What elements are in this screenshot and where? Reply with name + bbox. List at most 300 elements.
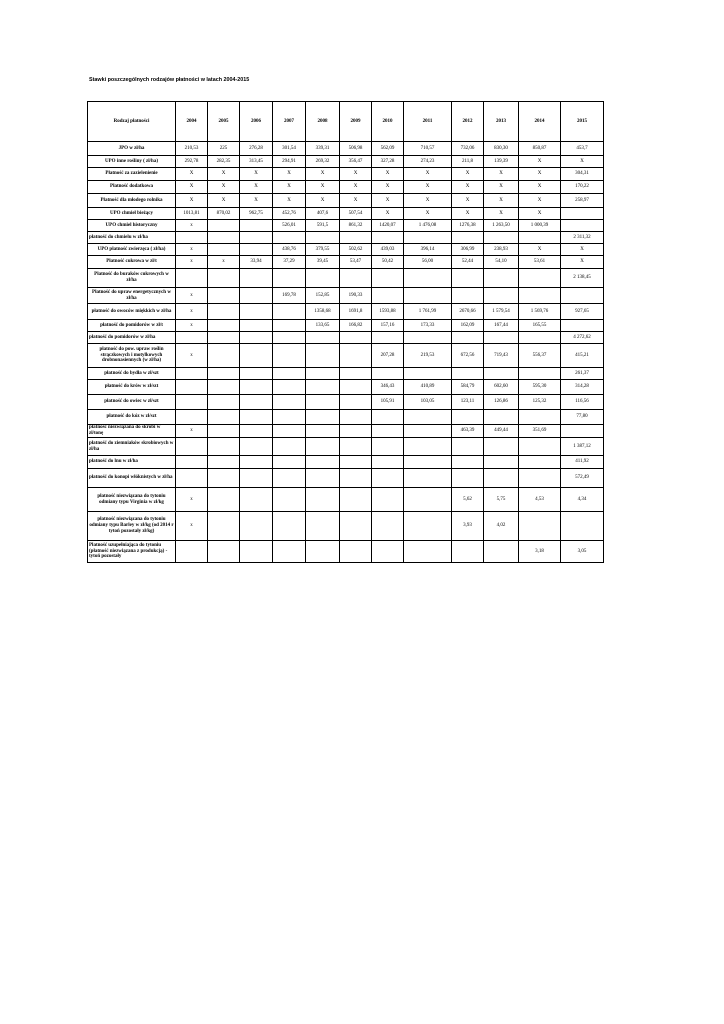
- table-cell: X: [208, 181, 240, 194]
- table-cell: [176, 232, 208, 244]
- table-cell: 238,93: [484, 244, 519, 256]
- table-cell: [519, 456, 561, 469]
- table-cell: [452, 368, 484, 380]
- table-cell: [208, 320, 240, 332]
- table-cell: X: [484, 194, 519, 208]
- table-cell: 133,65: [306, 320, 340, 332]
- table-cell: [306, 438, 340, 456]
- table-cell: [519, 332, 561, 344]
- table-cell: X: [340, 168, 372, 181]
- table-cell: [240, 244, 273, 256]
- table-cell: [240, 469, 273, 488]
- table-cell: 830,30: [484, 142, 519, 156]
- table-cell: x: [176, 304, 208, 320]
- table-cell: [273, 410, 306, 425]
- table-cell: [240, 288, 273, 304]
- table-header-row: [88, 102, 604, 142]
- table-cell: 77,80: [561, 410, 604, 425]
- table-cell: [176, 469, 208, 488]
- table-cell: [273, 269, 306, 288]
- table-cell: 2 138,45: [561, 269, 604, 288]
- table-cell: [306, 269, 340, 288]
- table-cell: [561, 512, 604, 541]
- table-cell: [208, 332, 240, 344]
- table-cell: 3,93: [452, 512, 484, 541]
- table-row: [88, 512, 604, 541]
- table-cell: 962,75: [240, 208, 273, 220]
- table-cell: X: [208, 194, 240, 208]
- table-cell: 507,54: [340, 208, 372, 220]
- table-cell: [519, 288, 561, 304]
- table-row: [88, 168, 604, 181]
- table-row: [88, 244, 604, 256]
- row-label: UPO płatność zwierzęca ( zł/ha): [88, 244, 176, 256]
- table-cell: [306, 232, 340, 244]
- table-cell: [484, 541, 519, 563]
- table-cell: X: [340, 194, 372, 208]
- table-cell: [404, 232, 452, 244]
- table-cell: [372, 541, 404, 563]
- table-cell: 1358,68: [306, 304, 340, 320]
- row-label: płatność do lnu w zł/ha: [88, 456, 176, 469]
- table-cell: [240, 541, 273, 563]
- table-cell: 1420,07: [372, 220, 404, 232]
- table-cell: X: [519, 194, 561, 208]
- table-cell: X: [484, 208, 519, 220]
- table-cell: [240, 512, 273, 541]
- row-label: płatność do krów w zł/szt: [88, 380, 176, 395]
- table-cell: 1691,8: [340, 304, 372, 320]
- table-cell: X: [452, 194, 484, 208]
- table-cell: [273, 380, 306, 395]
- table-cell: 269,32: [306, 156, 340, 168]
- table-cell: X: [273, 181, 306, 194]
- table-cell: [561, 220, 604, 232]
- row-label: Płatność dla młodego rolnika: [88, 194, 176, 208]
- table-cell: [372, 232, 404, 244]
- table-cell: [372, 425, 404, 438]
- table-cell: 452,76: [273, 208, 306, 220]
- table-row: [88, 269, 604, 288]
- table-cell: 1 579,54: [484, 304, 519, 320]
- table-cell: [306, 425, 340, 438]
- table-cell: [484, 288, 519, 304]
- payment-rates-table: [87, 101, 604, 563]
- table-cell: 190,33: [340, 288, 372, 304]
- table-row: [88, 232, 604, 244]
- table-cell: [484, 232, 519, 244]
- table-cell: [340, 438, 372, 456]
- table-cell: [306, 332, 340, 344]
- table-cell: 672,56: [452, 344, 484, 368]
- table-cell: [273, 232, 306, 244]
- table-cell: [372, 368, 404, 380]
- table-body: [88, 142, 604, 563]
- table-cell: [306, 344, 340, 368]
- table-row: [88, 395, 604, 410]
- table-row: [88, 344, 604, 368]
- table-cell: 56,00: [404, 256, 452, 269]
- row-label: płatność do konopi włóknistych w zł/ha: [88, 469, 176, 488]
- table-cell: 274,23: [404, 156, 452, 168]
- table-cell: [306, 469, 340, 488]
- table-cell: x: [176, 288, 208, 304]
- table-cell: X: [240, 194, 273, 208]
- table-cell: 294,91: [273, 156, 306, 168]
- table-cell: 123,11: [452, 395, 484, 410]
- table-cell: [404, 288, 452, 304]
- table-cell: [306, 380, 340, 395]
- table-cell: 1276,38: [452, 220, 484, 232]
- table-cell: X: [340, 181, 372, 194]
- table-cell: 103,05: [404, 395, 452, 410]
- table-cell: [240, 304, 273, 320]
- table-cell: [208, 410, 240, 425]
- row-label: płatność do chmielu w zł/ha: [88, 232, 176, 244]
- table-cell: X: [306, 181, 340, 194]
- table-cell: [208, 244, 240, 256]
- table-cell: 861,32: [340, 220, 372, 232]
- table-cell: 506,98: [340, 142, 372, 156]
- table-cell: [240, 410, 273, 425]
- table-cell: x: [176, 320, 208, 332]
- table-cell: [519, 232, 561, 244]
- table-cell: x: [176, 488, 208, 512]
- table-cell: X: [372, 168, 404, 181]
- table-cell: 572,49: [561, 469, 604, 488]
- table-cell: X: [519, 181, 561, 194]
- table-cell: [452, 456, 484, 469]
- table-cell: [273, 395, 306, 410]
- table-row: [88, 256, 604, 269]
- table-cell: [340, 456, 372, 469]
- table-cell: [273, 332, 306, 344]
- table-cell: 126,86: [484, 395, 519, 410]
- table-cell: [519, 512, 561, 541]
- table-cell: 5,62: [452, 488, 484, 512]
- column-header: 2005: [208, 102, 240, 142]
- table-cell: [176, 541, 208, 563]
- table-cell: [176, 269, 208, 288]
- table-cell: [372, 410, 404, 425]
- table-cell: 595,30: [519, 380, 561, 395]
- table-cell: x: [176, 220, 208, 232]
- table-cell: [176, 380, 208, 395]
- table-cell: 1 569,76: [519, 304, 561, 320]
- table-cell: X: [273, 168, 306, 181]
- row-label: płatność do owoców miękkich w zł/ha: [88, 304, 176, 320]
- row-label: UPO inne rośliny ( zł/ha): [88, 156, 176, 168]
- table-cell: 396,14: [404, 244, 452, 256]
- table-cell: 139,39: [484, 156, 519, 168]
- table-cell: [519, 438, 561, 456]
- table-cell: [404, 541, 452, 563]
- table-cell: [273, 320, 306, 332]
- table-cell: 719,43: [484, 344, 519, 368]
- table-cell: [404, 332, 452, 344]
- table-cell: [273, 438, 306, 456]
- table-cell: [519, 269, 561, 288]
- table-cell: 306,99: [452, 244, 484, 256]
- table-cell: 304,31: [561, 168, 604, 181]
- table-cell: [404, 512, 452, 541]
- table-cell: 3,05: [561, 541, 604, 563]
- table-cell: X: [176, 168, 208, 181]
- table-cell: 173,33: [404, 320, 452, 332]
- table-cell: [484, 469, 519, 488]
- row-label: Płatność uzupełniająca do tytoniu (płatność niezwiązana z produkcją) - tytoń pozostały: [88, 541, 176, 563]
- table-cell: [240, 269, 273, 288]
- table-cell: [208, 438, 240, 456]
- table-cell: 292,78: [176, 156, 208, 168]
- row-label: płatność do owiec w zł/szt: [88, 395, 176, 410]
- table-cell: [208, 541, 240, 563]
- table-row: [88, 438, 604, 456]
- table-cell: [404, 425, 452, 438]
- table-cell: [372, 488, 404, 512]
- column-header: 2011: [404, 102, 452, 142]
- table-row: [88, 288, 604, 304]
- table-cell: [340, 395, 372, 410]
- table-cell: [519, 469, 561, 488]
- table-cell: 1 476,08: [404, 220, 452, 232]
- table-cell: [208, 220, 240, 232]
- table-cell: [306, 456, 340, 469]
- table-cell: [404, 438, 452, 456]
- table-cell: X: [484, 168, 519, 181]
- table-cell: [273, 541, 306, 563]
- table-cell: 591,5: [306, 220, 340, 232]
- table-cell: [176, 456, 208, 469]
- row-label: płatność niezwiązana do tytoniu odmiany typu Virginia w zł/kg: [88, 488, 176, 512]
- table-cell: 2 311,32: [561, 232, 604, 244]
- table-cell: [208, 368, 240, 380]
- table-row: [88, 541, 604, 563]
- table-row: [88, 208, 604, 220]
- table-cell: 37,29: [273, 256, 306, 269]
- table-cell: [519, 410, 561, 425]
- table-cell: [208, 469, 240, 488]
- table-cell: [240, 456, 273, 469]
- table-cell: [340, 232, 372, 244]
- row-label: Płatność dodatkowa: [88, 181, 176, 194]
- table-cell: [240, 425, 273, 438]
- table-cell: [452, 269, 484, 288]
- row-label: UPO chmiel bieżący: [88, 208, 176, 220]
- table-cell: 301,54: [273, 142, 306, 156]
- table-cell: [340, 344, 372, 368]
- table-cell: x: [176, 244, 208, 256]
- table-cell: 210,53: [176, 142, 208, 156]
- table-cell: 2670,66: [452, 304, 484, 320]
- table-cell: [273, 368, 306, 380]
- table-cell: x: [176, 425, 208, 438]
- table-cell: [484, 368, 519, 380]
- column-header: 2013: [484, 102, 519, 142]
- table-cell: 556,37: [519, 344, 561, 368]
- table-cell: [176, 332, 208, 344]
- table-cell: 54,10: [484, 256, 519, 269]
- table-cell: X: [519, 168, 561, 181]
- table-cell: 327,28: [372, 156, 404, 168]
- table-cell: 356,47: [340, 156, 372, 168]
- column-header: 2009: [340, 102, 372, 142]
- table-cell: 415,21: [561, 344, 604, 368]
- table-cell: [240, 220, 273, 232]
- table-cell: [208, 512, 240, 541]
- table-cell: x: [176, 256, 208, 269]
- table-cell: X: [452, 181, 484, 194]
- table-cell: [452, 469, 484, 488]
- table-cell: [340, 469, 372, 488]
- table-cell: 165,55: [519, 320, 561, 332]
- row-label: Płatność za zazielenienie: [88, 168, 176, 181]
- row-label: płatność do pomidorów w zł/t: [88, 320, 176, 332]
- table-cell: X: [176, 181, 208, 194]
- column-header: 2010: [372, 102, 404, 142]
- table-cell: [273, 344, 306, 368]
- table-cell: [176, 410, 208, 425]
- table-cell: 339,31: [306, 142, 340, 156]
- table-cell: 282,35: [208, 156, 240, 168]
- table-cell: 50,42: [372, 256, 404, 269]
- table-cell: 732,06: [452, 142, 484, 156]
- table-cell: [273, 304, 306, 320]
- table-cell: 219,53: [404, 344, 452, 368]
- table-cell: [240, 332, 273, 344]
- table-cell: [404, 269, 452, 288]
- table-cell: 167,44: [484, 320, 519, 332]
- table-cell: [340, 410, 372, 425]
- table-cell: X: [452, 168, 484, 181]
- table-cell: [273, 425, 306, 438]
- table-cell: X: [372, 194, 404, 208]
- table-cell: 116,56: [561, 395, 604, 410]
- table-cell: X: [561, 256, 604, 269]
- table-cell: [404, 410, 452, 425]
- table-cell: X: [306, 194, 340, 208]
- table-cell: [208, 488, 240, 512]
- row-label: Płatność cukrowa w zł/t: [88, 256, 176, 269]
- table-cell: [452, 288, 484, 304]
- table-row: [88, 425, 604, 438]
- row-label: płatność do pomidorów w zł/ha: [88, 332, 176, 344]
- table-row: [88, 469, 604, 488]
- table-cell: 602,60: [484, 380, 519, 395]
- table-cell: [306, 368, 340, 380]
- table-cell: x: [208, 256, 240, 269]
- table-cell: [306, 541, 340, 563]
- table-cell: 125,32: [519, 395, 561, 410]
- table-cell: X: [273, 194, 306, 208]
- table-cell: [208, 232, 240, 244]
- table-cell: 207,28: [372, 344, 404, 368]
- table-cell: [208, 380, 240, 395]
- column-header: Rodzaj płatności: [88, 102, 176, 142]
- table-cell: 276,28: [240, 142, 273, 156]
- table-cell: [208, 344, 240, 368]
- table-cell: 1 263,50: [484, 220, 519, 232]
- table-cell: [340, 541, 372, 563]
- table-cell: [404, 469, 452, 488]
- table-cell: [452, 541, 484, 563]
- table-cell: 407,6: [306, 208, 340, 220]
- row-label: płatność do ziemniaków skrobiowych w zł/ha: [88, 438, 176, 456]
- table-cell: 105,91: [372, 395, 404, 410]
- table-cell: 211,8: [452, 156, 484, 168]
- table-cell: 4,53: [519, 488, 561, 512]
- table-cell: [240, 488, 273, 512]
- row-label: Płatność do upraw energetycznych w zł/ha: [88, 288, 176, 304]
- table-cell: X: [561, 244, 604, 256]
- table-row: [88, 488, 604, 512]
- row-label: Płatność do buraków cukrowych w zł/ha: [88, 269, 176, 288]
- table-cell: 225: [208, 142, 240, 156]
- table-cell: 453,7: [561, 142, 604, 156]
- row-label: UPO chmiel historyczny: [88, 220, 176, 232]
- table-cell: [340, 488, 372, 512]
- table-row: [88, 156, 604, 168]
- column-header: 2012: [452, 102, 484, 142]
- table-cell: [484, 438, 519, 456]
- table-cell: 870,02: [208, 208, 240, 220]
- table-cell: 439,03: [372, 244, 404, 256]
- table-cell: [452, 232, 484, 244]
- table-cell: [404, 368, 452, 380]
- table-cell: 463,39: [452, 425, 484, 438]
- table-cell: X: [372, 208, 404, 220]
- document-title: Stawki poszczególnych rodzajów płatności w latach 2004-2015: [89, 77, 250, 83]
- table-cell: X: [519, 244, 561, 256]
- table-cell: 410,89: [404, 380, 452, 395]
- table-cell: [372, 512, 404, 541]
- table-cell: 562,09: [372, 142, 404, 156]
- table-cell: X: [519, 208, 561, 220]
- table-cell: [208, 425, 240, 438]
- table-cell: [561, 320, 604, 332]
- table-cell: X: [240, 168, 273, 181]
- table-cell: X: [372, 181, 404, 194]
- table-cell: [340, 425, 372, 438]
- table-cell: 169,78: [273, 288, 306, 304]
- table-cell: 170,22: [561, 181, 604, 194]
- table-cell: 449,44: [484, 425, 519, 438]
- table-cell: X: [452, 208, 484, 220]
- table-cell: [176, 368, 208, 380]
- table-cell: X: [306, 168, 340, 181]
- table-cell: [306, 410, 340, 425]
- table-cell: 261,37: [561, 368, 604, 380]
- table-cell: 502,62: [340, 244, 372, 256]
- table-cell: [240, 368, 273, 380]
- table-cell: 438,76: [273, 244, 306, 256]
- table-row: [88, 456, 604, 469]
- column-header: 2014: [519, 102, 561, 142]
- table-cell: [561, 288, 604, 304]
- table-cell: 1013,81: [176, 208, 208, 220]
- table-cell: 1 000,39: [519, 220, 561, 232]
- table-cell: [306, 512, 340, 541]
- table-cell: 313,45: [240, 156, 273, 168]
- table-row: [88, 320, 604, 332]
- table-cell: [208, 304, 240, 320]
- table-cell: X: [404, 208, 452, 220]
- table-cell: [484, 456, 519, 469]
- table-cell: X: [176, 194, 208, 208]
- table-cell: [340, 512, 372, 541]
- row-label: płatność do kóz w zł/szt: [88, 410, 176, 425]
- table-cell: [208, 456, 240, 469]
